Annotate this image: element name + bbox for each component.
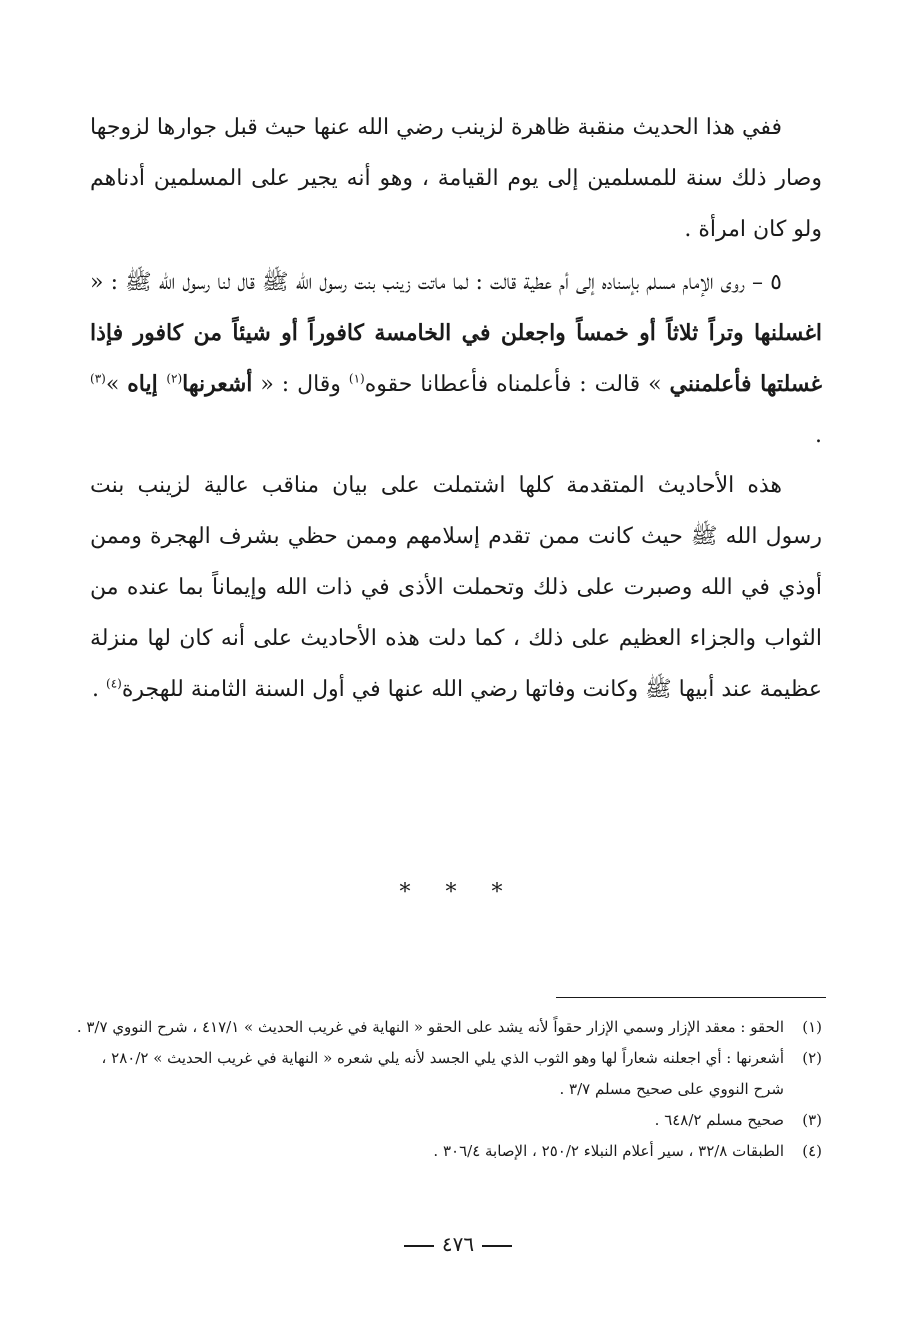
quote-close: » — [105, 372, 128, 397]
paragraph-3 — [90, 460, 822, 715]
footnote-2 — [70, 1043, 822, 1105]
footnote-number: (٣) — [802, 1111, 822, 1129]
footnote-ref-3[interactable]: (٣) — [90, 371, 106, 386]
dash-left — [482, 1245, 512, 1247]
footnote-ref-1[interactable]: (١) — [348, 371, 365, 386]
hadith-word-bold-2: إياه — [127, 371, 167, 397]
footnote-text: أشعرنها : أي اجعلنه شعاراً لها وهو الثوب الذي يلي الجسد لأنه يلي شعره « النهاية في غريب الحديث » ٢٨٠/٢ ، شرح النووي على صحيح مسلم ٣/٧ . — [101, 1049, 784, 1098]
hadith-word-bold: أشعرنها — [182, 371, 253, 397]
paragraph-1-text: ففي هذا الحديث منقبة ظاهرة لزينب رضي الله عنها حيث قبل جوارها لزوجها وصار ذلك سنة للمسلمين إلى يوم القيامة ، وهو أنه يجير على المسلمين أدناهم ولو كان امرأة . — [90, 115, 822, 242]
footnote-number: (٤) — [802, 1142, 822, 1160]
footnote-divider — [556, 997, 826, 998]
dash-right — [404, 1245, 434, 1247]
footnote-ref-4[interactable]: (٤) — [106, 676, 122, 691]
footnote-number: (٢) — [802, 1049, 822, 1067]
period: . — [815, 423, 822, 448]
footnote-ref-2[interactable]: (٢) — [166, 371, 183, 386]
footnote-text: صحيح مسلم ٦٤٨/٢ . — [654, 1111, 784, 1129]
paragraph-1 — [90, 102, 822, 255]
footnotes — [70, 1012, 822, 1167]
footnote-3 — [70, 1105, 822, 1136]
footnote-text: الطبقات ٣٢/٨ ، سير أعلام النبلاء ٢٥٠/٢ ، الإصابة ٣٠٦/٤ . — [433, 1142, 784, 1160]
page-number-footer — [0, 1232, 916, 1256]
hadith-intro: ٥ – روى الإمام مسلم بإسناده إلى أم عطية قالت : لما ماتت زينب بنت رسول الله ﷺ قال لنا رسول الله ﷺ : « — [90, 270, 782, 295]
footnote-1 — [70, 1012, 822, 1043]
paragraph-3-text: هذه الأحاديث المتقدمة كلها اشتملت على بيان مناقب عالية لزينب بنت رسول الله ﷺ حيث كانت ممن تقدم إسلامهم وممن حظي بشرف الهجرة وممن أوذي في الله وصبرت على ذلك وتحملت الأذى في ذات الله وإيماناً بما عنده من الثواب والجزاء العظيم على ذلك ، كما دلت هذه الأحاديث على أنه كان لها منزلة عظيمة عند أبيها ﷺ وكانت وفاتها رضي الله عنها في أول السنة الثامنة للهجرة — [90, 473, 822, 702]
footnote-number: (١) — [802, 1018, 822, 1036]
footnote-4 — [70, 1136, 822, 1167]
footnote-text: الحقو : معقد الإزار وسمي الإزار حقواً لأنه يشد على الحقو « النهاية في غريب الحديث » ٤١٧/١ ، شرح النووي ٣/٧ . — [76, 1018, 784, 1036]
hadith-quote-bold: اغسلنها وتراً ثلاثاً أو خمساً واجعلن في الخامسة كافوراً أو شيئاً من كافور فإذا غسلتها فأعلمنني — [90, 320, 822, 397]
paragraph-2-hadith — [90, 257, 822, 461]
page-number: ٤٧٦ — [441, 1232, 475, 1256]
section-separator: * * * — [399, 880, 517, 905]
hadith-continuation: » قالت : فأعلمناه فأعطانا حقوه — [364, 372, 670, 397]
period: . — [92, 677, 107, 702]
hadith-said: وقال : « — [252, 372, 349, 397]
